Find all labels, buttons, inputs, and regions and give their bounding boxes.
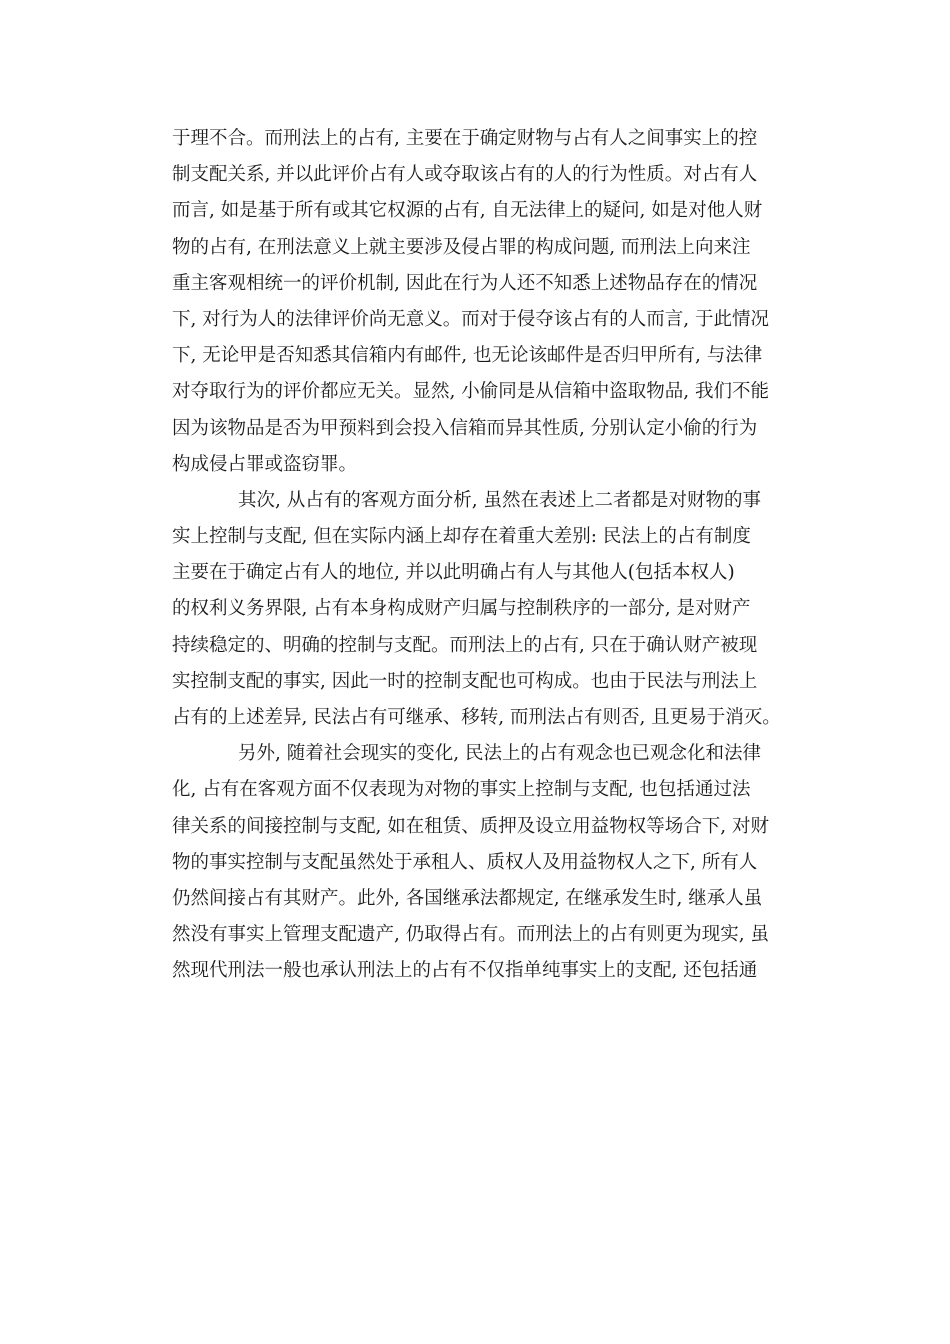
text-line: 然没有事实上管理支配遗产, 仍取得占有。而刑法上的占有则更为现实, 虽 bbox=[172, 924, 770, 946]
text-line: 主要在于确定占有人的地位, 并以此明确占有人与其他人(包括本权人) bbox=[172, 562, 735, 584]
text-line: 实上控制与支配, 但在实际内涵上却存在着重大差别: 民法上的占有制度 bbox=[172, 526, 751, 548]
text-line: 然现代刑法一般也承认刑法上的占有不仅指单纯事实上的支配, 还包括通 bbox=[172, 960, 758, 982]
text-line: 物的占有, 在刑法意义上就主要涉及侵占罪的构成问题, 而刑法上向来注 bbox=[172, 236, 751, 258]
text-line: 下, 对行为人的法律评价尚无意义。而对于侵夺该占有的人而言, 于此情况 bbox=[172, 308, 770, 330]
text-line: 律关系的间接控制与支配, 如在租赁、质押及设立用益物权等场合下, 对财 bbox=[172, 815, 770, 837]
text-line: 因为该物品是否为甲预料到会投入信箱而异其性质, 分别认定小偷的行为 bbox=[172, 417, 758, 439]
text-line: 仍然间接占有其财产。此外, 各国继承法都规定, 在继承发生时, 继承人虽 bbox=[172, 887, 763, 909]
paragraph-start-line: 另外, 随着社会现实的变化, 民法上的占有观念也已观念化和法律 bbox=[238, 743, 762, 765]
body-text bbox=[172, 121, 782, 990]
text-line: 的权利义务界限, 占有本身构成财产归属与控制秩序的一部分, 是对财产 bbox=[172, 598, 751, 620]
text-line: 重主客观相统一的评价机制, 因此在行为人还不知悉上述物品存在的情况 bbox=[172, 272, 758, 294]
paragraph-start-line: 其次, 从占有的客观方面分析, 虽然在表述上二者都是对财物的事 bbox=[238, 489, 762, 511]
text-line: 构成侵占罪或盗窃罪。 bbox=[172, 453, 358, 475]
text-line: 制支配关系, 并以此评价占有人或夺取该占有的人的行为性质。对占有人 bbox=[172, 164, 758, 186]
text-line: 对夺取行为的评价都应无关。显然, 小偷同是从信箱中盗取物品, 我们不能 bbox=[172, 381, 770, 403]
text-line: 持续稳定的、明确的控制与支配。而刑法上的占有, 只在于确认财产被现 bbox=[172, 634, 758, 656]
text-line: 于理不合。而刑法上的占有, 主要在于确定财物与占有人之间事实上的控 bbox=[172, 128, 758, 149]
text-line: 而言, 如是基于所有或其它权源的占有, 自无法律上的疑问, 如是对他人财 bbox=[172, 200, 763, 222]
text-line: 物的事实控制与支配虽然处于承租人、质权人及用益物权人之下, 所有人 bbox=[172, 851, 758, 873]
text-line: 化, 占有在客观方面不仅表现为对物的事实上控制与支配, 也包括通过法 bbox=[172, 779, 751, 801]
text-line: 占有的上述差异, 民法占有可继承、移转, 而刑法占有则否, 且更易于消灭。 bbox=[172, 707, 781, 728]
text-line: 下, 无论甲是否知悉其信箱内有邮件, 也无论该邮件是否归甲所有, 与法律 bbox=[172, 345, 763, 367]
text-line: 实控制支配的事实, 因此一时的控制支配也可构成。也由于民法与刑法上 bbox=[172, 670, 758, 692]
